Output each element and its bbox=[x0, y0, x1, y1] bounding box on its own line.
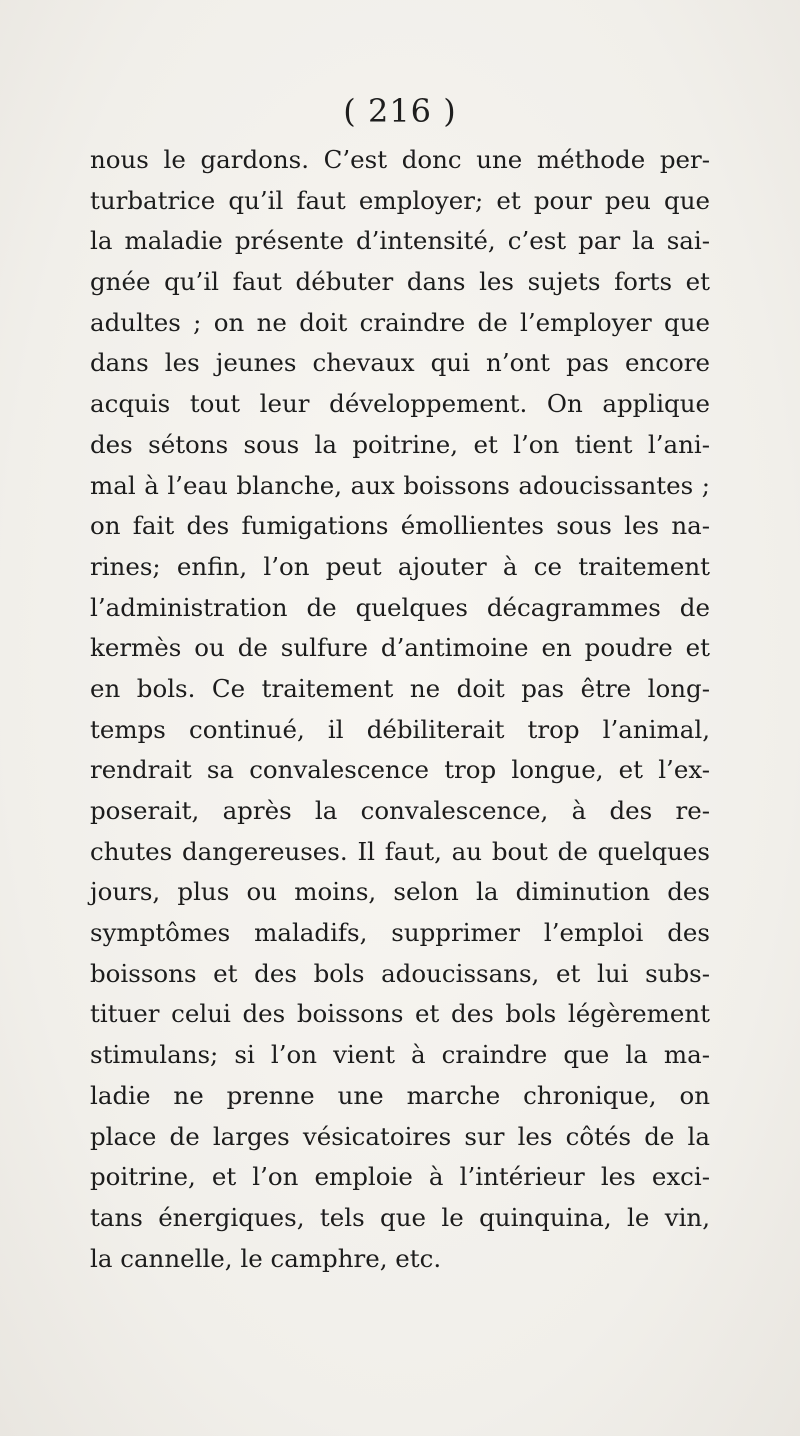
text-line: la cannelle, le camphre, etc. bbox=[90, 1243, 442, 1273]
text-line: chutes dangereuses. Il faut, au bout de quelques bbox=[90, 836, 710, 866]
text-line: poserait, après la convalescence, à des re- bbox=[90, 796, 710, 825]
text-line: l’administration de quelques décagrammes de bbox=[90, 592, 710, 622]
text-line: tans énergiques, tels que le quinquina, le vin, bbox=[90, 1202, 710, 1232]
page-number: ( 216 ) bbox=[343, 92, 457, 130]
text-line: on fait des fumigations émollientes sous les na- bbox=[90, 511, 710, 541]
body-text bbox=[90, 140, 710, 1279]
text-line: ladie ne prenne une marche chronique, on bbox=[90, 1080, 710, 1110]
text-line: mal à l’eau blanche, aux boissons adoucissantes ; bbox=[90, 470, 710, 500]
text-line: temps continué, il débiliterait trop l’animal, bbox=[90, 714, 710, 744]
text-line: gnée qu’il faut débuter dans les sujets forts et bbox=[90, 267, 710, 297]
text-line: jours, plus ou moins, selon la diminution des bbox=[90, 877, 710, 907]
text-line: turbatrice qu’il faut employer; et pour peu que bbox=[90, 185, 710, 215]
text-line: stimulans; si l’on vient à craindre que la ma- bbox=[90, 1040, 710, 1070]
text-line: des sétons sous la poitrine, et l’on tient l’ani- bbox=[90, 429, 710, 459]
text-line: rendrait sa convalescence trop longue, et l’ex- bbox=[90, 755, 710, 785]
text-line: acquis tout leur développement. On applique bbox=[90, 389, 710, 419]
text-line: poitrine, et l’on emploie à l’intérieur les exci- bbox=[90, 1162, 710, 1192]
text-line: la maladie présente d’intensité, c’est par la sai- bbox=[90, 226, 710, 256]
text-line: symptômes maladifs, supprimer l’emploi des bbox=[90, 918, 710, 948]
text-line: en bols. Ce traitement ne doit pas être long- bbox=[90, 673, 710, 703]
text-line: place de larges vésicatoires sur les côtés de la bbox=[90, 1121, 710, 1151]
text-line: tituer celui des boissons et des bols légèrement bbox=[90, 999, 710, 1029]
text-line: dans les jeunes chevaux qui n’ont pas encore bbox=[90, 348, 710, 378]
text-line: adultes ; on ne doit craindre de l’employer que bbox=[90, 307, 710, 337]
text-line: boissons et des bols adoucissans, et lui subs- bbox=[90, 958, 710, 988]
text-line: rines; enfin, l’on peut ajouter à ce traitement bbox=[90, 551, 710, 581]
text-line: kermès ou de sulfure d’antimoine en poudre et bbox=[90, 633, 710, 663]
text-line: nous le gardons. C’est donc une méthode per- bbox=[90, 145, 710, 174]
